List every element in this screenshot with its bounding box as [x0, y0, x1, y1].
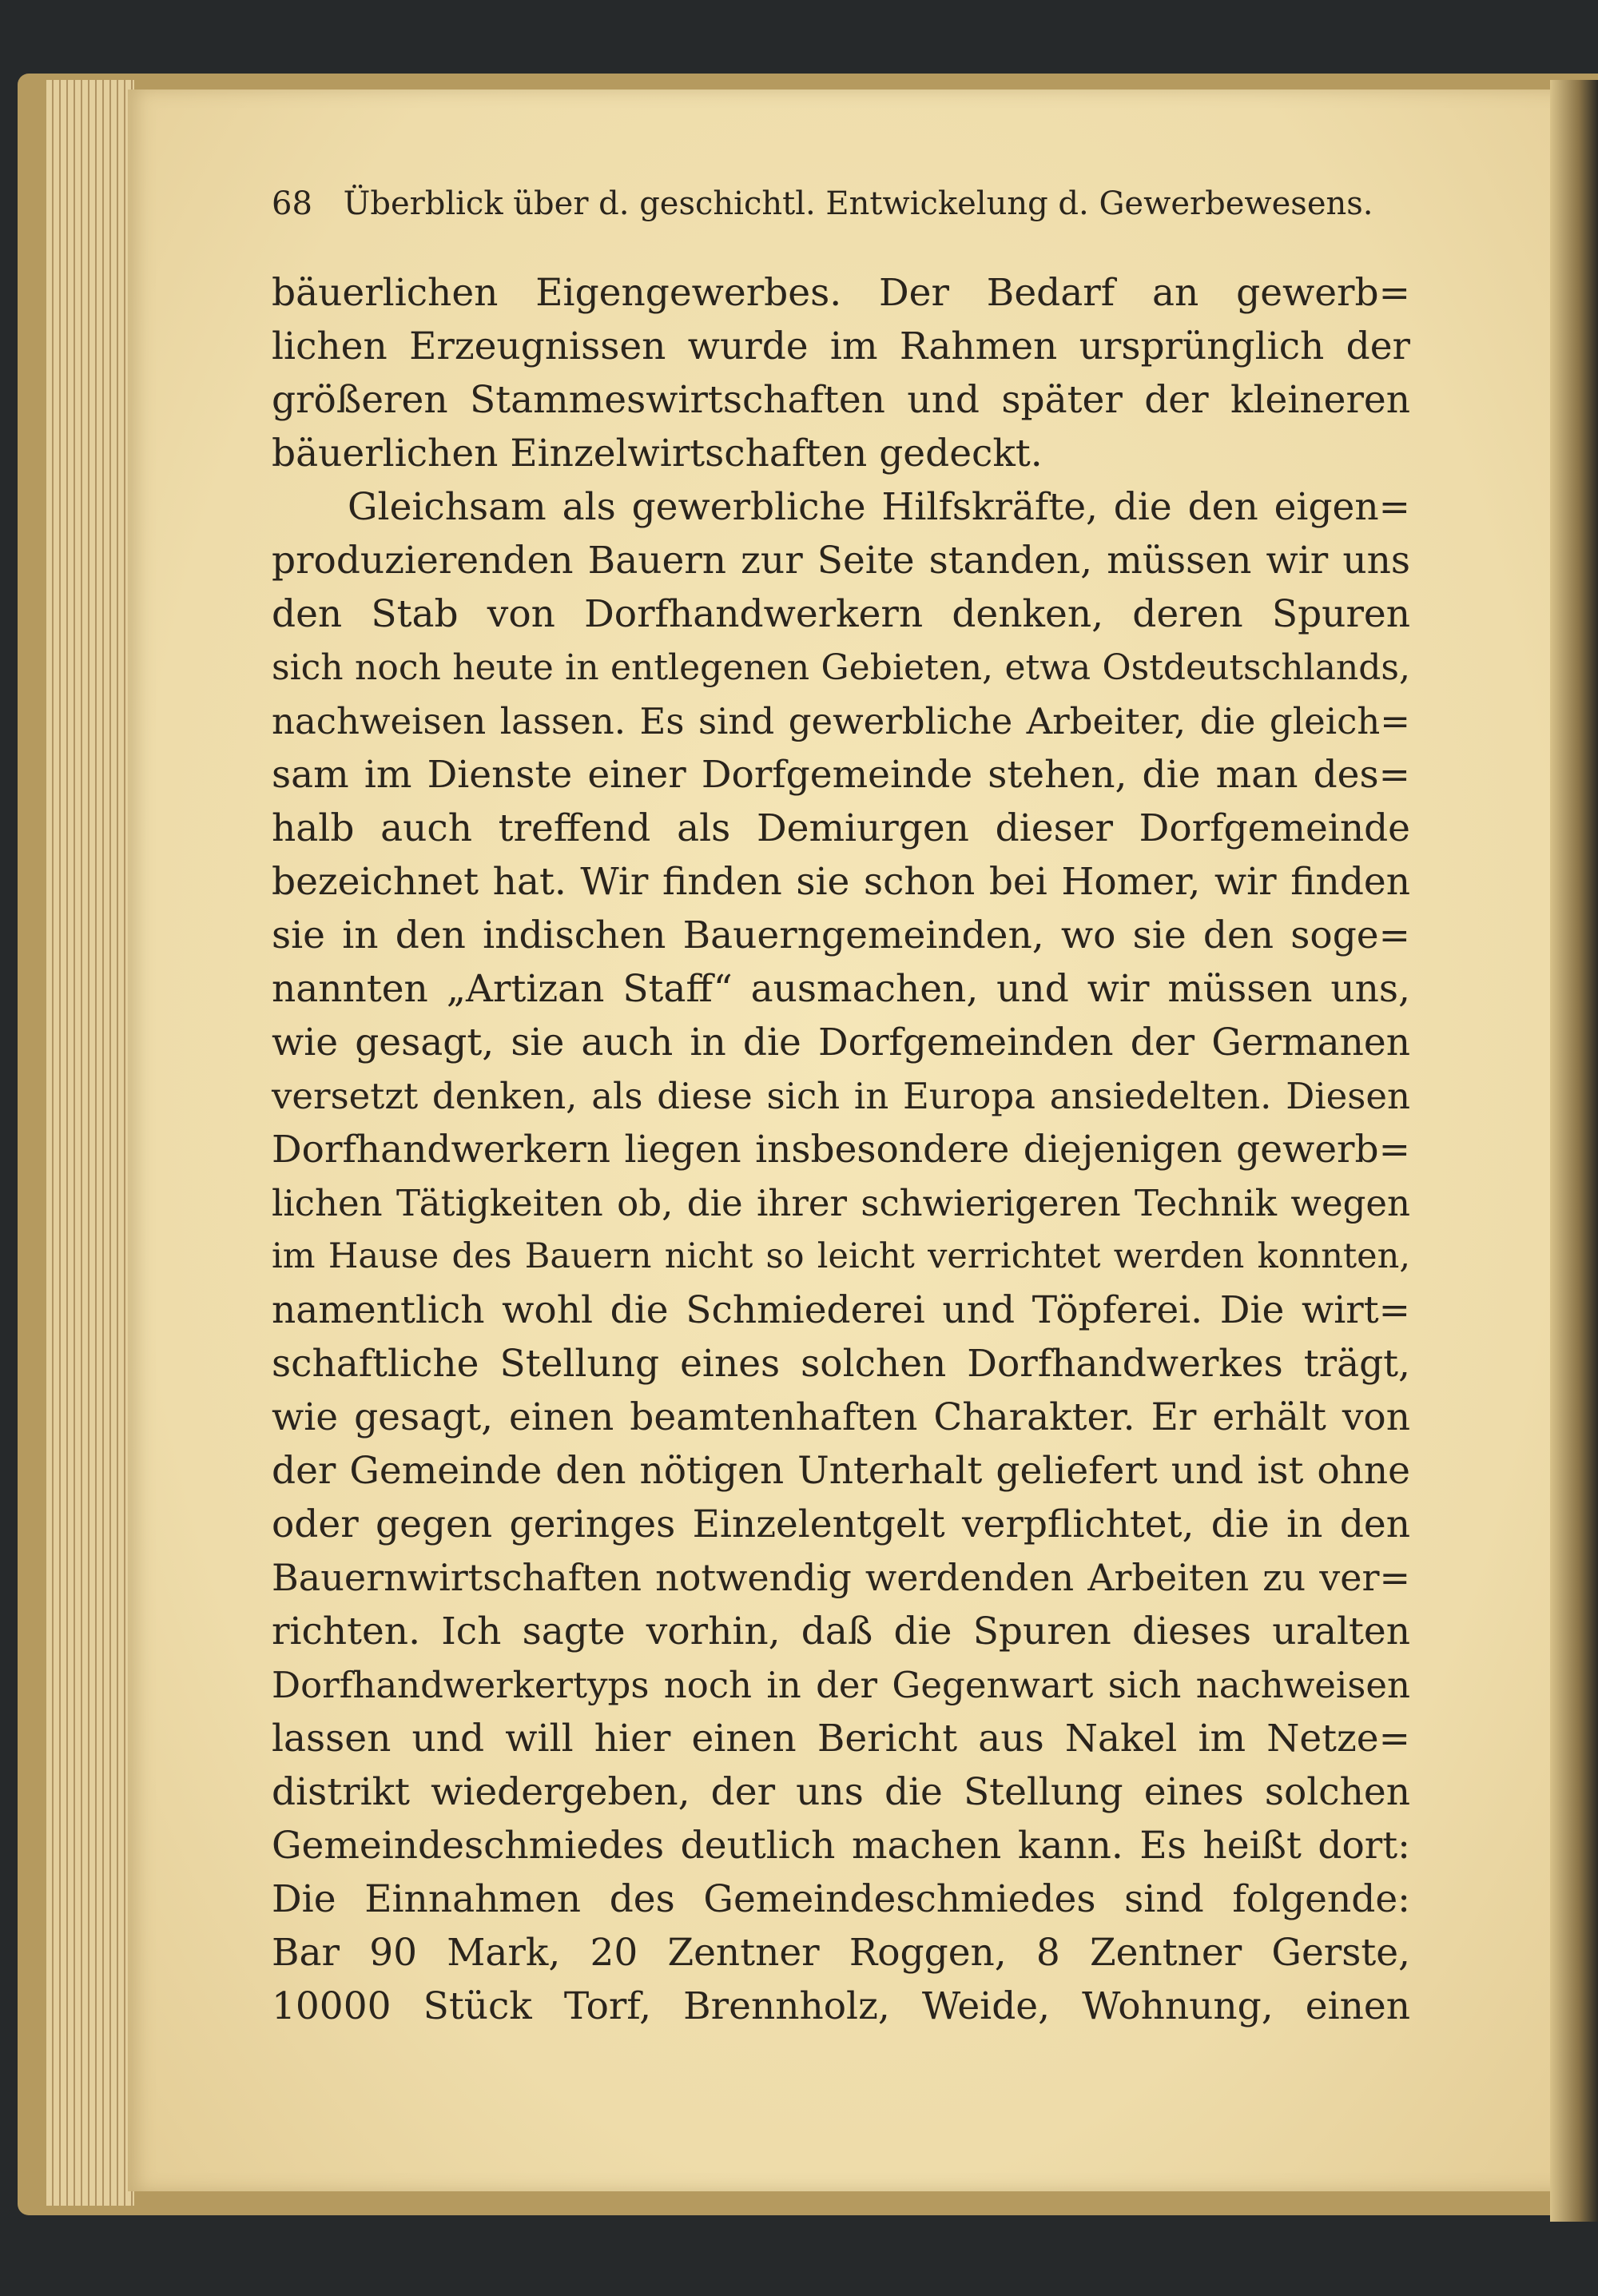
- gutter-shadow: [1550, 80, 1598, 2222]
- text-line: im Hause des Bauern nicht so leicht verrichtet werden konnten,: [272, 1236, 1410, 1276]
- text-line: namentlich wohl die Schmiederei und Töpferei. Die wirt=: [272, 1288, 1410, 1332]
- text-line: der Gemeinde den nötigen Unterhalt geliefert und ist ohne: [272, 1449, 1410, 1493]
- text-line: distrikt wiedergeben, der uns die Stellung eines solchen: [272, 1770, 1410, 1814]
- text-line: Gleichsam als gewerbliche Hilfskräfte, die den eigen=: [348, 485, 1410, 529]
- page-stack-edges: [46, 80, 134, 2206]
- text-line: wie gesagt, einen beamtenhaften Charakter. Er erhält von: [272, 1395, 1410, 1439]
- text-line: nannten „Artizan Staff“ ausmachen, und wir müssen uns,: [272, 967, 1410, 1011]
- text-line: lichen Erzeugnissen wurde im Rahmen ursprünglich der: [272, 324, 1410, 368]
- text-line: sam im Dienste einer Dorfgemeinde stehen, die man des=: [272, 753, 1410, 797]
- text-line: nachweisen lassen. Es sind gewerbliche Arbeiter, die gleich=: [272, 700, 1410, 742]
- text-line: Die Einnahmen des Gemeindeschmiedes sind folgende:: [272, 1877, 1410, 1921]
- text-line: Bar 90 Mark, 20 Zentner Roggen, 8 Zentner Gerste,: [272, 1931, 1410, 1975]
- text-line: bezeichnet hat. Wir finden sie schon bei Homer, wir finden: [272, 860, 1410, 904]
- text-line: Bauernwirtschaften notwendig werdenden Arbeiten zu ver=: [272, 1556, 1410, 1599]
- text-line: sich noch heute in entlegenen Gebieten, etwa Ostdeutschlands,: [272, 647, 1410, 688]
- text-line: lassen und will hier einen Bericht aus Nakel im Netze=: [272, 1717, 1410, 1761]
- text-line: schaftliche Stellung eines solchen Dorfhandwerkes trägt,: [272, 1342, 1410, 1386]
- page-number: 68: [272, 185, 312, 222]
- text-line: wie gesagt, sie auch in die Dorfgemeinden der Germanen: [272, 1021, 1410, 1064]
- text-line: lichen Tätigkeiten ob, die ihrer schwierigeren Technik wegen: [272, 1182, 1410, 1224]
- text-line: bäuerlichen Einzelwirtschaften gedeckt.: [272, 432, 1043, 476]
- text-line: halb auch treffend als Demiurgen dieser Dorfgemeinde: [272, 806, 1410, 850]
- text-line: sie in den indischen Bauerngemeinden, wo sie den soge=: [272, 913, 1410, 957]
- text-line: größeren Stammeswirtschaften und später der kleineren: [272, 378, 1410, 422]
- running-header: [272, 185, 1390, 222]
- text-line: Dorfhandwerkertyps noch in der Gegenwart sich nachweisen: [272, 1664, 1410, 1706]
- text-line: den Stab von Dorfhandwerkern denken, deren Spuren: [272, 592, 1410, 636]
- text-line: produzierenden Bauern zur Seite standen, müssen wir uns: [272, 539, 1410, 583]
- text-line: Dorfhandwerkern liegen insbesondere diejenigen gewerb=: [272, 1128, 1410, 1172]
- text-line: bäuerlichen Eigengewerbes. Der Bedarf an gewerb=: [272, 271, 1410, 315]
- body-text: [272, 266, 1410, 2033]
- text-line: richten. Ich sagte vorhin, daß die Spuren dieses uralten: [272, 1610, 1410, 1653]
- running-title: Überblick über d. geschichtl. Entwickelung d. Gewerbewesens.: [343, 185, 1373, 222]
- text-line: versetzt denken, als diese sich in Europa ansiedelten. Diesen: [272, 1075, 1410, 1117]
- text-line: Gemeindeschmiedes deutlich machen kann. Es heißt dort:: [272, 1824, 1410, 1868]
- text-line: oder gegen geringes Einzelentgelt verpflichtet, die in den: [272, 1502, 1410, 1546]
- text-line: 10000 Stück Torf, Brennholz, Weide, Wohnung, einen: [272, 1984, 1410, 2028]
